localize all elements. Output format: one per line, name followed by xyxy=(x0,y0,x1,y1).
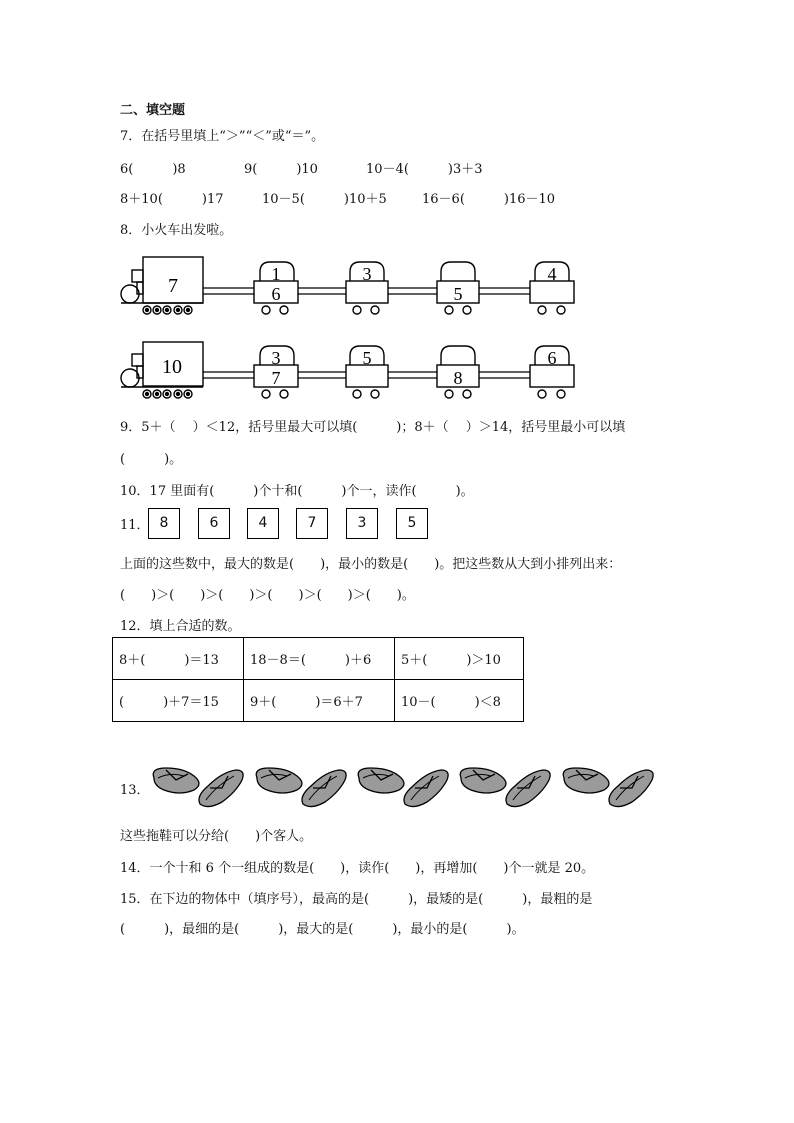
slipper-pair-icon xyxy=(358,768,448,807)
slipper-pair-icon xyxy=(153,768,243,807)
q7-item: 10－5( )10＋5 xyxy=(262,192,387,207)
q7-item: 6( )8 xyxy=(120,162,186,177)
number-box: 7 xyxy=(296,508,328,539)
number-box: 6 xyxy=(198,508,230,539)
engine-number: 10 xyxy=(162,356,182,378)
car-bottom-number: 6 xyxy=(271,284,281,304)
q7-item: 8＋10( )17 xyxy=(120,192,224,207)
q11-line2: ( )＞( )＞( )＞( )＞( )＞( )。 xyxy=(120,588,415,603)
car-top-number: 5 xyxy=(362,348,372,368)
car-top-number: 1 xyxy=(271,264,281,284)
q8-title: 8．小火车出发啦。 xyxy=(120,223,233,238)
number-box: 8 xyxy=(148,508,180,539)
car-top-number: 3 xyxy=(271,348,281,368)
table-cell: 5＋( )＞10 xyxy=(395,638,524,680)
q13-text: 这些拖鞋可以分给( )个客人。 xyxy=(120,829,313,844)
table-cell: 8＋( )＝13 xyxy=(113,638,244,680)
car-top-number: 6 xyxy=(547,348,557,368)
q7-item: 16－6( )16－10 xyxy=(422,192,556,207)
table-cell: 10－( )＜8 xyxy=(395,680,524,722)
car-top-number: 3 xyxy=(362,264,372,284)
q13-label: 13． xyxy=(120,783,150,798)
table-cell: 18－8＝( )＋6 xyxy=(244,638,395,680)
table-cell: ( )＋7＝15 xyxy=(113,680,244,722)
slipper-pair-icon xyxy=(563,768,653,807)
q15-line2: ( )，最细的是( )，最大的是( )，最小的是( )。 xyxy=(120,922,525,937)
q15-line1: 15．在下边的物体中（填序号），最高的是( )，最矮的是( )，最粗的是 xyxy=(120,892,593,907)
number-box: 5 xyxy=(396,508,428,539)
car-bottom-number: 7 xyxy=(271,368,281,388)
q7-item: 10－4( )3＋3 xyxy=(366,162,483,177)
q11-label: 11． xyxy=(120,518,150,533)
q12-title: 12．填上合适的数。 xyxy=(120,619,241,634)
car-bottom-number: 5 xyxy=(453,284,463,304)
q7-item: 9( )10 xyxy=(244,162,318,177)
car-top-number: 4 xyxy=(547,264,557,284)
slipper-pair-icon xyxy=(256,768,346,807)
slipper-pair-icon xyxy=(460,768,550,807)
number-box: 3 xyxy=(346,508,378,539)
section-title: 二、填空题 xyxy=(120,103,186,118)
q7-title: 7．在括号里填上“＞”“＜”或“＝”。 xyxy=(120,129,325,144)
q11-line1: 上面的这些数中，最大的数是( )，最小的数是( )。把这些数从大到小排列出来： xyxy=(120,557,622,572)
table-cell: 9＋( )＝6＋7 xyxy=(244,680,395,722)
q9-line1: 9．5＋（ ）＜12，括号里最大可以填( )；8＋（ ）＞14，括号里最小可以填 xyxy=(120,420,626,435)
q9-line2: ( )。 xyxy=(120,452,183,467)
car-bottom-number: 8 xyxy=(453,368,463,388)
number-box: 4 xyxy=(247,508,279,539)
q10-text: 10．17 里面有( )个十和( )个一，读作( )。 xyxy=(120,484,474,499)
engine-number: 7 xyxy=(168,275,178,297)
q14-text: 14．一个十和 6 个一组成的数是( )，读作( )，再增加( )个一就是 20。 xyxy=(120,861,595,876)
